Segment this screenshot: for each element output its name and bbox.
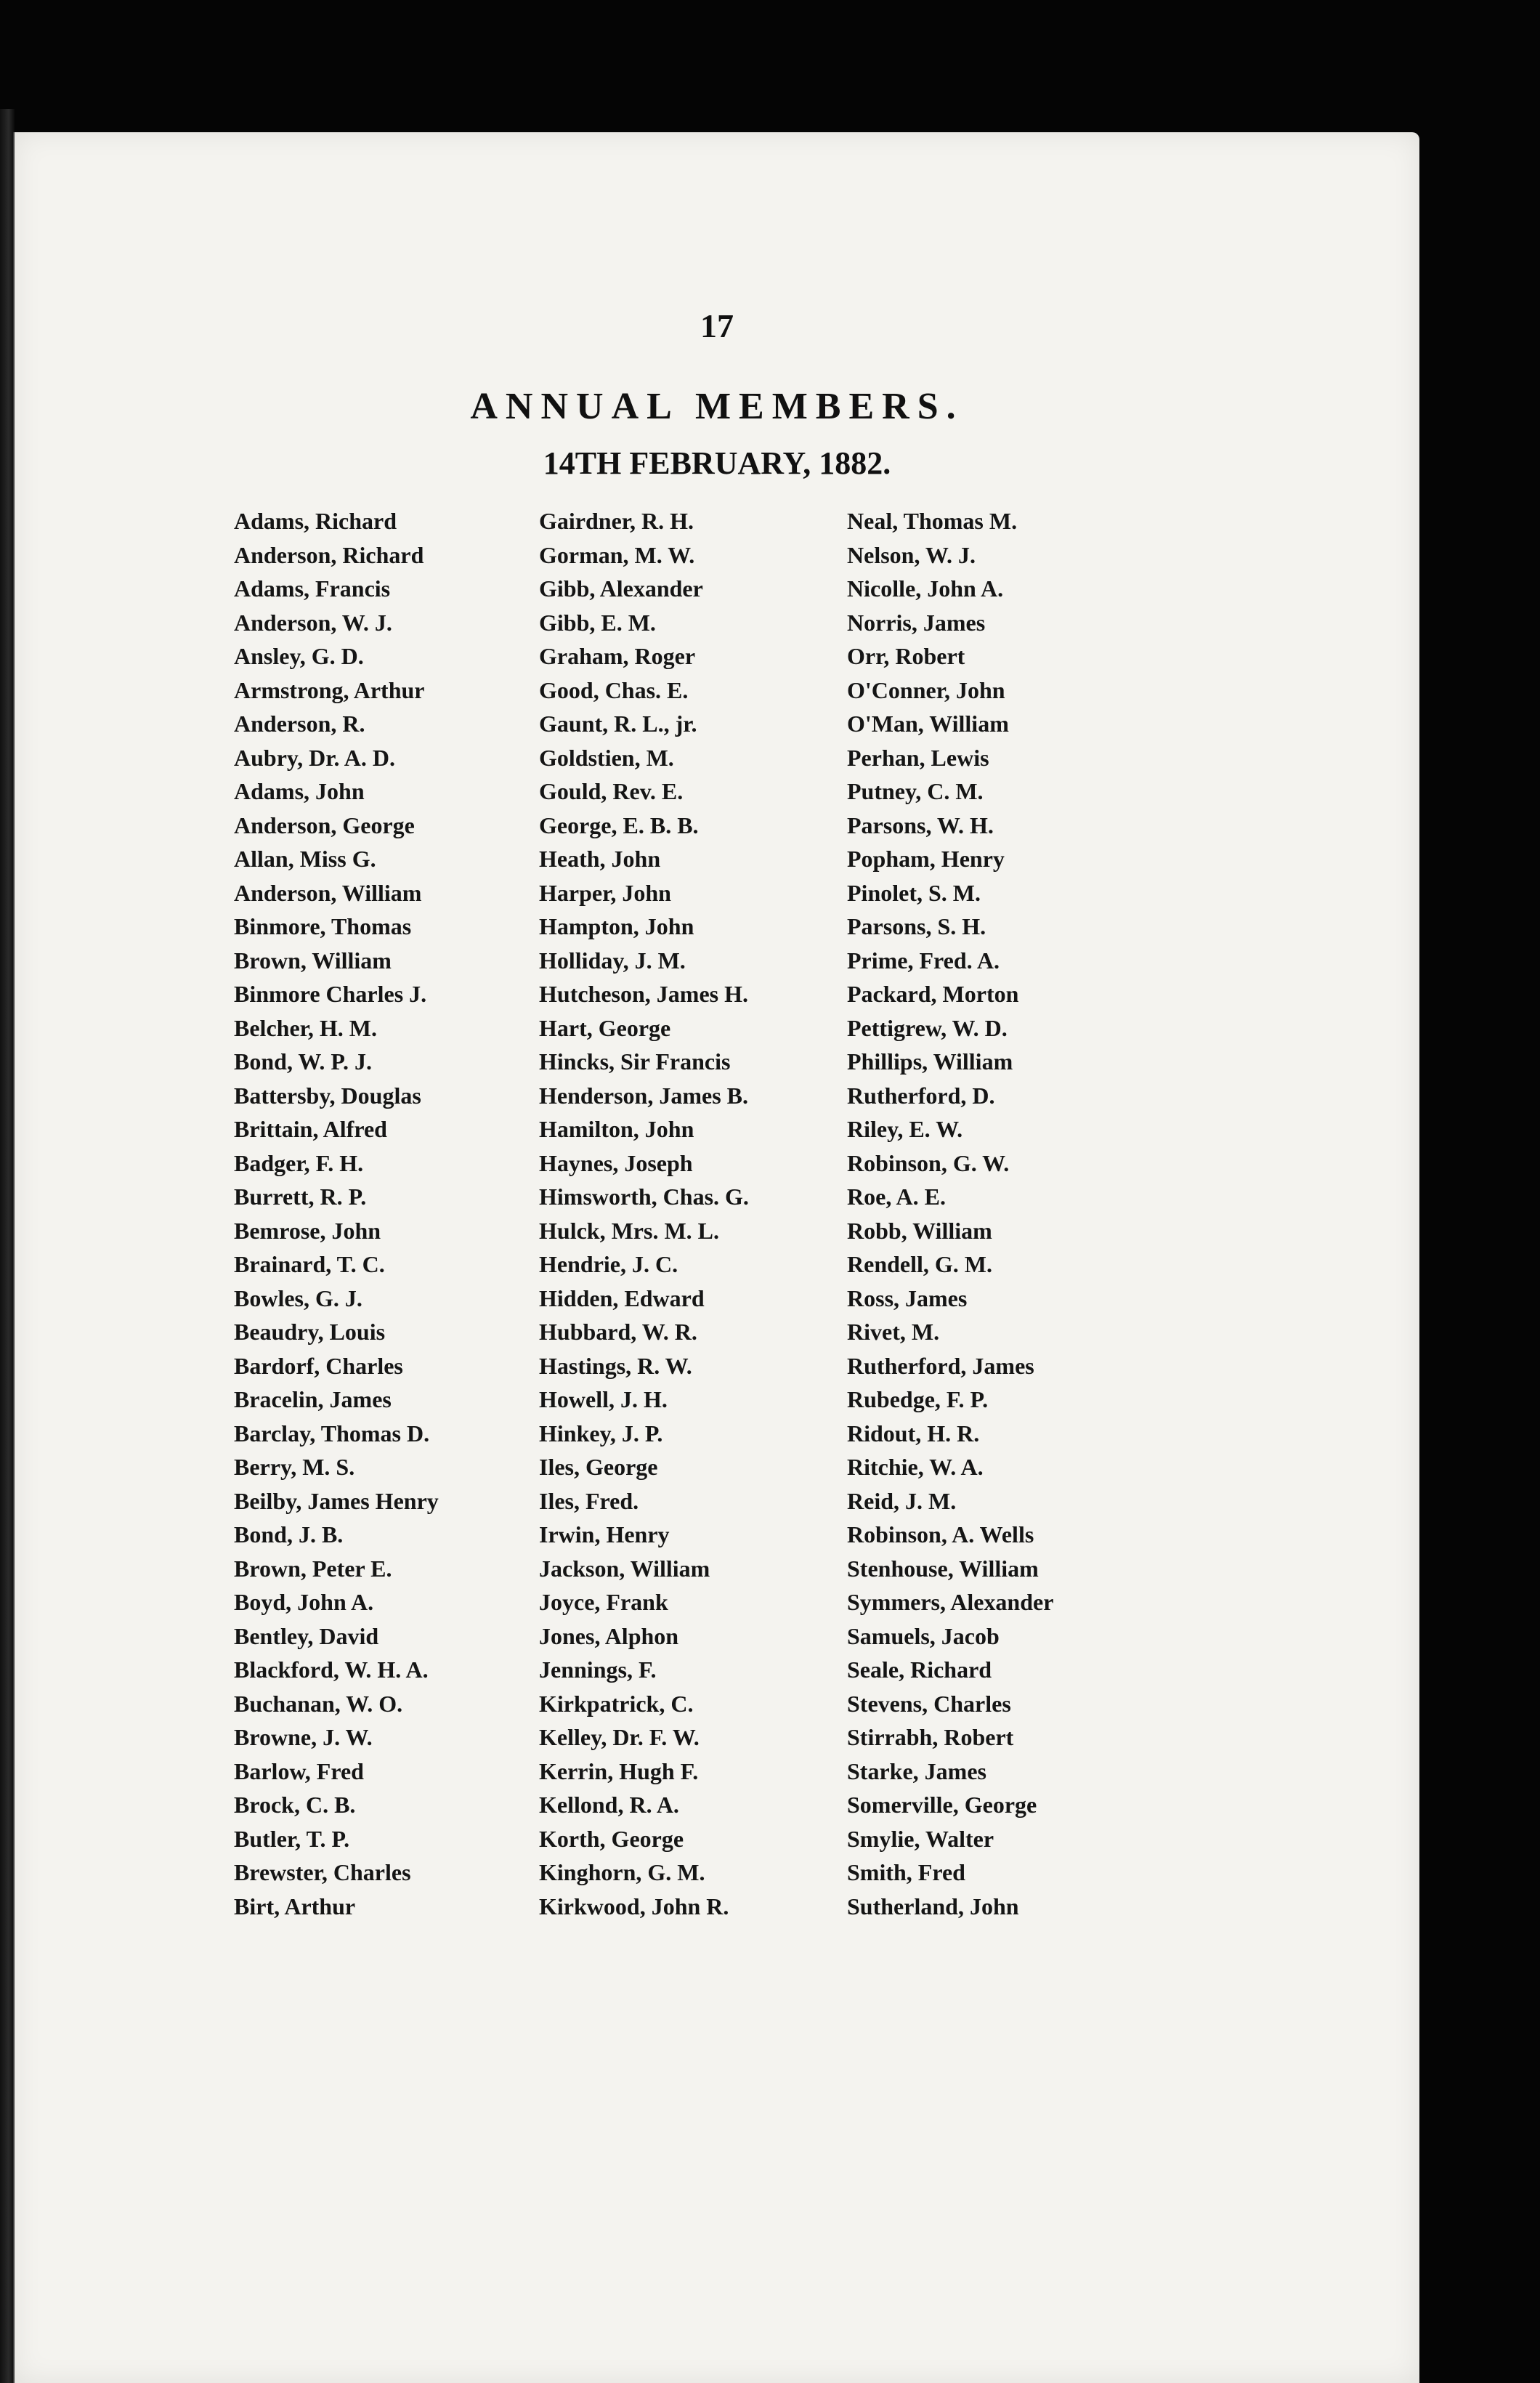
member-name: Brown, William — [234, 947, 392, 974]
member-name: Somerville, George — [847, 1792, 1037, 1818]
member-name: Parsons, S. H. — [847, 913, 986, 939]
member-name: Brittain, Alfred — [234, 1116, 387, 1142]
member-name: Bond, W. P. J. — [234, 1048, 373, 1075]
member-name: Robinson, A. Wells — [847, 1521, 1034, 1547]
member-name: Robb, William — [847, 1217, 992, 1244]
member-name: Bracelin, James — [234, 1386, 392, 1412]
member-name: Hamilton, John — [539, 1116, 694, 1142]
member-name: Heath, John — [539, 846, 661, 872]
member-name: Himsworth, Chas. G. — [539, 1184, 749, 1210]
member-name: Riley, E. W. — [847, 1116, 963, 1142]
member-name: Gorman, M. W. — [539, 541, 695, 568]
member-name: Anderson, W. J. — [234, 609, 392, 636]
member-name: Good, Chas. E. — [539, 676, 689, 703]
member-name: Gould, Rev. E. — [539, 778, 684, 804]
member-name: Anderson, Richard — [234, 541, 424, 568]
member-name: Anderson, George — [234, 812, 415, 838]
member-name: Kinghorn, G. M. — [539, 1859, 705, 1885]
member-name: O'Man, William — [847, 711, 1009, 737]
member-name: Ansley, G. D. — [234, 643, 364, 669]
member-name: Hendrie, J. C. — [539, 1251, 678, 1277]
member-name: Phillips, William — [847, 1048, 1013, 1075]
member-name: Graham, Roger — [539, 643, 696, 669]
member-name: Gibb, E. M. — [539, 609, 656, 636]
member-name: Bentley, David — [234, 1622, 379, 1649]
member-name: Hulck, Mrs. M. L. — [539, 1217, 719, 1244]
member-name: Smith, Fred — [847, 1859, 965, 1885]
member-name: Stevens, Charles — [847, 1690, 1011, 1717]
member-name: Parsons, W. H. — [847, 812, 994, 838]
member-name: Rivet, M. — [847, 1319, 940, 1345]
member-name: Symmers, Alexander — [847, 1589, 1054, 1615]
member-name: Armstrong, Arthur — [234, 676, 425, 703]
member-name: Brainard, T. C. — [234, 1251, 385, 1277]
member-name: Orr, Robert — [847, 643, 965, 669]
member-name: Korth, George — [539, 1825, 684, 1852]
member-name: Holliday, J. M. — [539, 947, 686, 974]
member-name: Sutherland, John — [847, 1893, 1019, 1919]
member-name: Prime, Fred. A. — [847, 947, 1000, 974]
member-list — [234, 504, 1324, 1923]
member-name: Iles, Fred. — [539, 1487, 639, 1514]
member-name: Butler, T. P. — [234, 1825, 350, 1852]
member-name: Bemrose, John — [234, 1217, 381, 1244]
member-name: Packard, Morton — [847, 981, 1019, 1007]
member-name: Perhan, Lewis — [847, 744, 989, 771]
member-name: Kirkwood, John R. — [539, 1893, 729, 1919]
member-name: Barclay, Thomas D. — [234, 1420, 430, 1447]
member-name: Adams, Francis — [234, 575, 391, 602]
member-name: Hampton, John — [539, 913, 694, 939]
book-spine-shadow — [0, 109, 15, 2383]
member-name: Starke, James — [847, 1757, 986, 1784]
member-name: Nicolle, John A. — [847, 575, 1004, 602]
member-name: Rubedge, F. P. — [847, 1386, 989, 1412]
member-name: Jackson, William — [539, 1555, 710, 1582]
member-name: Kellond, R. A. — [539, 1792, 679, 1818]
member-name: Joyce, Frank — [539, 1589, 668, 1615]
member-name: Howell, J. H. — [539, 1386, 668, 1412]
member-name: Brown, Peter E. — [234, 1555, 392, 1582]
member-name: Hincks, Sir Francis — [539, 1048, 731, 1075]
member-name: Brock, C. B. — [234, 1792, 356, 1818]
member-name: Smylie, Walter — [847, 1825, 994, 1852]
member-name: Browne, J. W. — [234, 1724, 373, 1750]
member-name: Popham, Henry — [847, 846, 1005, 872]
member-name: Bardorf, Charles — [234, 1352, 403, 1379]
member-name: Gaunt, R. L., jr. — [539, 711, 697, 737]
member-name: Rutherford, D. — [847, 1082, 995, 1109]
member-name: Haynes, Joseph — [539, 1149, 693, 1176]
member-name: Putney, C. M. — [847, 778, 984, 804]
member-name: Beilby, James Henry — [234, 1487, 439, 1514]
member-name: Irwin, Henry — [539, 1521, 670, 1547]
member-name: Brewster, Charles — [234, 1859, 411, 1885]
date-line: 14TH FEBRUARY, 1882. — [543, 445, 891, 481]
member-name: Aubry, Dr. A. D. — [234, 744, 395, 771]
member-name: Barlow, Fred — [234, 1757, 364, 1784]
member-name: Rendell, G. M. — [847, 1251, 992, 1277]
member-name: Battersby, Douglas — [234, 1082, 421, 1109]
member-name: Rutherford, James — [847, 1352, 1034, 1379]
member-name: Jennings, F. — [539, 1656, 657, 1683]
member-name: Kelley, Dr. F. W. — [539, 1724, 700, 1750]
member-name: Gibb, Alexander — [539, 575, 703, 602]
member-name: Norris, James — [847, 609, 986, 636]
member-name: Henderson, James B. — [539, 1082, 748, 1109]
member-name: Hart, George — [539, 1014, 671, 1041]
member-name: Hinkey, J. P. — [539, 1420, 663, 1447]
member-name: Adams, Richard — [234, 508, 397, 534]
member-column-1 — [234, 504, 539, 1923]
member-name: Goldstien, M. — [539, 744, 674, 771]
member-name: Ridout, H. R. — [847, 1420, 980, 1447]
member-name: Pinolet, S. M. — [847, 879, 981, 906]
member-name: Adams, John — [234, 778, 365, 804]
member-name: Seale, Richard — [847, 1656, 992, 1683]
member-name: Beaudry, Louis — [234, 1319, 386, 1345]
member-name: Badger, F. H. — [234, 1149, 364, 1176]
member-column-3 — [847, 504, 1181, 1923]
member-name: Roe, A. E. — [847, 1184, 946, 1210]
member-name: Pettigrew, W. D. — [847, 1014, 1008, 1041]
member-name: Stirrabh, Robert — [847, 1724, 1014, 1750]
member-name: Jones, Alphon — [539, 1622, 679, 1649]
member-name: Anderson, William — [234, 879, 422, 906]
member-name: Allan, Miss G. — [234, 846, 376, 872]
member-name: Kirkpatrick, C. — [539, 1690, 694, 1717]
member-name: Binmore, Thomas — [234, 913, 412, 939]
member-name: Hutcheson, James H. — [539, 981, 748, 1007]
member-name: Reid, J. M. — [847, 1487, 957, 1514]
member-name: Hastings, R. W. — [539, 1352, 692, 1379]
member-name: George, E. B. B. — [539, 812, 699, 838]
member-name: Burrett, R. P. — [234, 1184, 367, 1210]
member-name: Ritchie, W. A. — [847, 1454, 984, 1480]
member-name: Samuels, Jacob — [847, 1622, 1000, 1649]
member-name: Hubbard, W. R. — [539, 1319, 697, 1345]
member-name: Blackford, W. H. A. — [234, 1656, 429, 1683]
member-name: Gairdner, R. H. — [539, 508, 694, 534]
member-name: Binmore Charles J. — [234, 981, 427, 1007]
member-name: Birt, Arthur — [234, 1893, 356, 1919]
member-name: O'Conner, John — [847, 676, 1005, 703]
member-name: Harper, John — [539, 879, 671, 906]
page-number: 17 — [700, 307, 734, 344]
member-name: Buchanan, W. O. — [234, 1690, 403, 1717]
member-name: Bowles, G. J. — [234, 1284, 362, 1311]
member-name: Iles, George — [539, 1454, 658, 1480]
member-name: Nelson, W. J. — [847, 541, 976, 568]
member-name: Berry, M. S. — [234, 1454, 355, 1480]
member-name: Hidden, Edward — [539, 1284, 705, 1311]
page-heading: ANNUAL MEMBERS. — [470, 386, 964, 427]
member-name: Bond, J. B. — [234, 1521, 344, 1547]
member-name: Robinson, G. W. — [847, 1149, 1010, 1176]
member-column-2 — [539, 504, 847, 1923]
member-name: Boyd, John A. — [234, 1589, 374, 1615]
member-name: Belcher, H. M. — [234, 1014, 377, 1041]
member-name: Ross, James — [847, 1284, 968, 1311]
document-page — [13, 132, 1419, 2383]
member-name: Kerrin, Hugh F. — [539, 1757, 699, 1784]
member-name: Anderson, R. — [234, 711, 365, 737]
member-name: Stenhouse, William — [847, 1555, 1039, 1582]
member-name: Neal, Thomas M. — [847, 508, 1018, 534]
